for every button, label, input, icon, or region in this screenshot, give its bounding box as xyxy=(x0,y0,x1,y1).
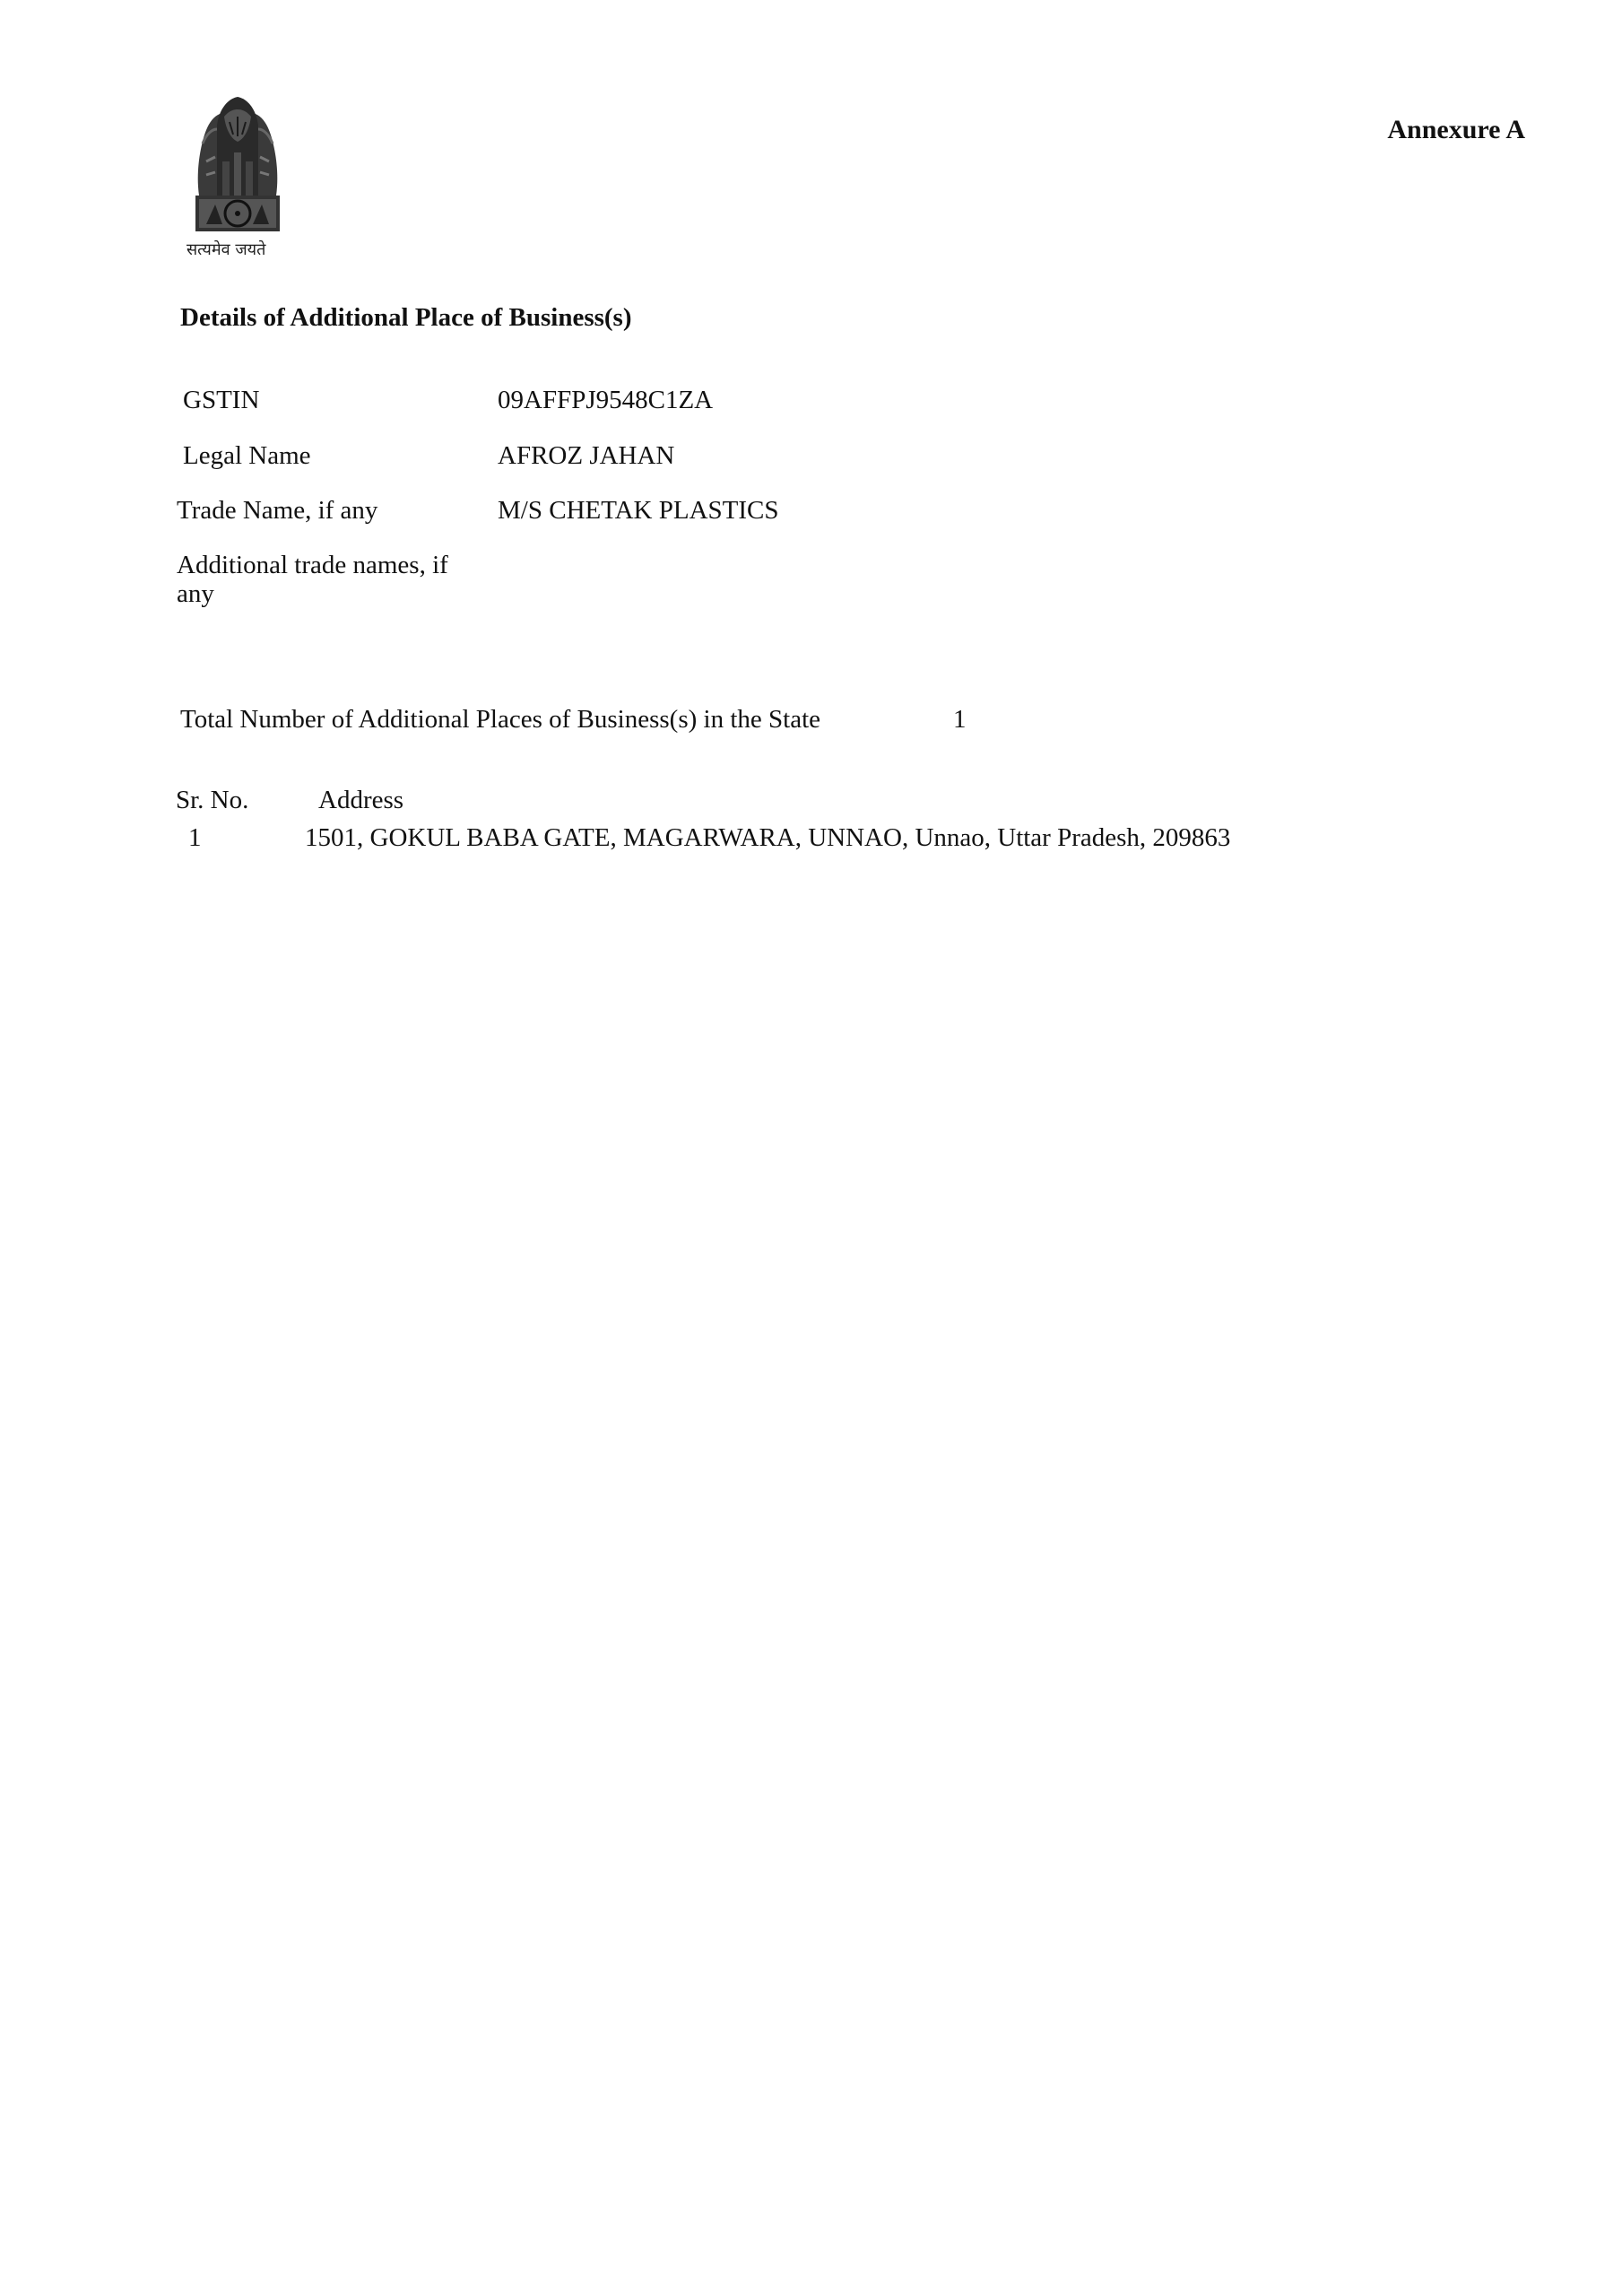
field-value-gstin: 09AFFPJ9548C1ZA xyxy=(498,386,714,414)
total-places-value: 1 xyxy=(953,705,967,734)
field-label-trade-name: Trade Name, if any xyxy=(177,496,378,525)
annexure-label: Annexure A xyxy=(1387,115,1525,144)
field-label-gstin: GSTIN xyxy=(183,386,260,414)
state-emblem-logo xyxy=(179,90,296,260)
table-header-sr-no: Sr. No. xyxy=(176,786,249,814)
table-cell-address: 1501, GOKUL BABA GATE, MAGARWARA, UNNAO, Unnao, Uttar Pradesh, 209863 xyxy=(305,823,1231,852)
field-value-trade-name: M/S CHETAK PLASTICS xyxy=(498,496,779,525)
table-header-address: Address xyxy=(318,786,404,814)
lion-capital-icon xyxy=(179,90,296,238)
page-title: Details of Additional Place of Business(s) xyxy=(180,303,632,332)
table-cell-sr-no: 1 xyxy=(188,823,202,852)
emblem-motto: सत्यमेव जयते xyxy=(186,240,266,259)
field-value-legal-name: AFROZ JAHAN xyxy=(498,441,675,470)
field-label-legal-name: Legal Name xyxy=(183,441,311,470)
field-label-additional-trade-names: Additional trade names, if any xyxy=(177,551,448,608)
total-places-label: Total Number of Additional Places of Business(s) in the State xyxy=(180,705,820,734)
